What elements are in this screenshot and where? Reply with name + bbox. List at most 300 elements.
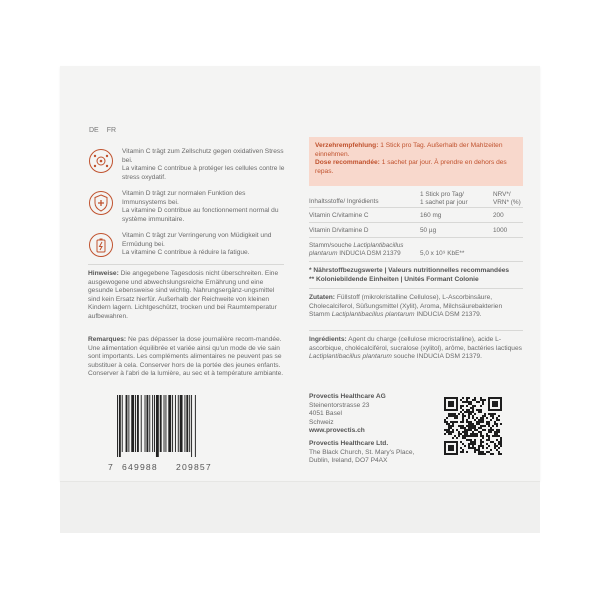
qr-module	[466, 411, 468, 413]
qr-module	[500, 439, 502, 441]
hinweise-label: Hinweise:	[88, 270, 119, 277]
barcode-bar	[117, 395, 118, 457]
qr-module	[500, 443, 502, 445]
qr-module	[492, 425, 494, 427]
qr-module	[462, 425, 464, 427]
qr-module	[468, 409, 470, 411]
qr-module	[456, 415, 458, 417]
qr-module	[462, 417, 464, 419]
qr-module	[494, 447, 496, 449]
qr-module	[494, 431, 496, 433]
qr-module	[498, 431, 500, 433]
qr-module	[474, 449, 476, 451]
qr-module	[466, 419, 468, 421]
qr-module	[454, 417, 456, 419]
qr-module	[480, 445, 482, 447]
strain-italic: Lactiplantibacillus plantarum	[309, 242, 404, 258]
qr-module	[464, 415, 466, 417]
qr-module	[482, 453, 484, 455]
qr-module	[480, 431, 482, 433]
qr-module	[456, 417, 458, 419]
qr-module	[482, 437, 484, 439]
qr-module	[472, 411, 474, 413]
qr-module	[482, 429, 484, 431]
qr-module	[458, 431, 460, 433]
qr-module	[462, 401, 464, 403]
qr-module	[452, 415, 454, 417]
table-row-amount: 50 µg	[420, 227, 437, 234]
claim-text: Vitamin D trägt zur normalen Funktion des Immunsystems bei. La vitamine D contribue au fonctionnement normal du système immunitaire.	[122, 190, 279, 223]
qr-module	[460, 411, 462, 413]
qr-module	[452, 429, 454, 431]
table-row-amount: 160 mg	[420, 212, 442, 219]
barcode-digit-1: 7	[108, 462, 114, 472]
qr-module	[476, 417, 478, 419]
company-ie-line1: The Black Church, St. Mary's Place,	[309, 448, 415, 456]
qr-module	[488, 397, 490, 411]
table-row-strain-amount: 5,0 x 10⁹ KbE**	[420, 250, 465, 257]
table-head-nrv: NRV*/ VRN* (%)	[493, 191, 521, 206]
qr-module	[452, 437, 454, 439]
dose-box	[309, 137, 523, 186]
qr-module	[468, 425, 470, 427]
qr-module	[456, 437, 458, 439]
qr-module	[488, 431, 490, 433]
company-ch-street: Steinentorstrasse 23	[309, 401, 370, 409]
zutaten-italic: Lactiplantibacillus plantarum	[331, 311, 415, 319]
qr-module	[482, 401, 484, 403]
claim-text: Vitamin C trägt zum Zellschutz gegen oxidativen Stress bei. La vitamine C contribue à protéger les cellules contre le stress oxydatif.	[122, 148, 285, 181]
qr-module	[486, 423, 488, 425]
qr-module	[500, 453, 502, 455]
qr-module	[500, 423, 502, 425]
qr-module	[470, 407, 472, 409]
ingredients-text: Agent du charge (cellulose microcristalline), acide L-ascorbique, cholécalciférol, sucralose (xylitol), arôme, bactéries lactiques	[309, 336, 522, 352]
qr-module	[458, 425, 460, 427]
qr-module	[458, 433, 460, 435]
barcode-bar	[137, 395, 139, 452]
qr-module	[476, 435, 478, 437]
qr-module	[462, 397, 464, 399]
qr-module	[490, 441, 492, 443]
qr-module	[470, 411, 472, 413]
qr-module	[456, 421, 458, 423]
remarques-paragraph	[88, 336, 286, 379]
qr-module	[460, 425, 462, 427]
qr-module	[450, 425, 452, 427]
qr-module	[480, 421, 482, 423]
qr-module	[488, 423, 490, 425]
qr-module	[498, 451, 500, 453]
qr-module	[448, 425, 450, 427]
qr-module	[478, 423, 480, 425]
qr-module	[496, 449, 498, 451]
strain-prefix: Stamm/souche	[309, 242, 354, 249]
qr-module	[458, 413, 460, 415]
qr-module	[472, 405, 474, 407]
qr-module	[470, 435, 472, 437]
barcode-bar	[184, 395, 185, 452]
qr-module	[478, 447, 480, 449]
qr-module	[446, 431, 448, 433]
qr-module	[474, 447, 476, 449]
qr-module	[472, 399, 474, 401]
qr-module	[462, 435, 464, 437]
qr-module	[488, 409, 502, 411]
qr-module	[492, 441, 494, 443]
qr-module	[452, 425, 454, 427]
company-ch-country: Schweiz	[309, 418, 334, 426]
qr-module	[472, 415, 474, 417]
qr-module	[472, 433, 474, 435]
qr-module	[486, 417, 488, 419]
table-head-dose: 1 Stick pro Tag/ 1 sachet par jour	[420, 191, 468, 206]
qr-module	[444, 453, 458, 455]
qr-module	[462, 419, 464, 421]
qr-module	[468, 417, 470, 419]
qr-module	[480, 453, 482, 455]
qr-module	[462, 405, 464, 407]
qr-module	[446, 429, 448, 431]
qr-module	[480, 397, 482, 399]
qr-module	[488, 439, 490, 441]
qr-module	[464, 431, 466, 433]
qr-module	[476, 433, 478, 435]
qr-module	[488, 413, 490, 415]
qr-module	[482, 421, 484, 423]
qr-module	[496, 433, 498, 435]
qr-module	[478, 421, 480, 423]
table-line	[309, 222, 523, 223]
barcode-bar	[141, 395, 142, 452]
qr-module	[472, 447, 474, 449]
qr-module	[498, 441, 500, 443]
qr-module	[468, 411, 470, 413]
qr-module	[468, 445, 470, 447]
qr-module	[484, 413, 486, 415]
ingredients-tail: souche INDUCIA DSM 21379.	[391, 353, 482, 361]
qr-module	[446, 417, 448, 419]
table-head-ingredients: Inhaltsstoffe/ Ingrédients	[309, 198, 379, 205]
qr-module	[472, 417, 474, 419]
barcode-bar	[191, 395, 192, 457]
qr-module	[450, 413, 452, 415]
qr-module	[492, 401, 498, 407]
qr-module	[464, 437, 466, 439]
zutaten-tail: INDUCIA DSM 21379.	[414, 311, 482, 319]
qr-module	[476, 401, 478, 403]
qr-module	[466, 435, 468, 437]
qr-module	[460, 399, 462, 401]
qr-module	[488, 421, 490, 423]
qr-module	[478, 445, 480, 447]
package-flap	[60, 481, 540, 533]
qr-module	[474, 439, 476, 441]
shield-cells-icon	[88, 148, 114, 174]
qr-module	[472, 427, 474, 429]
qr-module	[468, 443, 470, 445]
qr-module	[460, 433, 462, 435]
claim-vitamin-c-cells	[88, 148, 283, 182]
qr-module	[452, 431, 454, 433]
qr-module	[482, 441, 484, 443]
qr-module	[494, 445, 496, 447]
qr-module	[468, 403, 470, 405]
qr-module	[486, 435, 488, 437]
qr-module	[494, 421, 496, 423]
zutaten-label: Zutaten:	[309, 294, 336, 301]
table-row-nrv: 200	[493, 212, 504, 219]
qr-module	[454, 415, 456, 417]
company-ie-name: Provectis Healthcare Ltd.	[309, 440, 389, 447]
qr-module	[460, 421, 462, 423]
company-ch-web: www.provectis.ch	[309, 427, 365, 435]
qr-module	[460, 407, 462, 409]
company-ch-name: Provectis Healthcare AG	[309, 393, 386, 400]
qr-module	[478, 401, 480, 403]
barcode-bar	[168, 395, 171, 452]
qr-module	[468, 439, 470, 441]
battery-icon	[88, 232, 114, 258]
qr-module	[480, 411, 482, 413]
qr-module	[480, 435, 482, 437]
qr-module	[490, 427, 492, 429]
qr-module	[460, 405, 462, 407]
qr-module	[456, 429, 458, 431]
qr-module	[494, 413, 496, 415]
qr-module	[488, 435, 490, 437]
qr-module	[444, 433, 446, 435]
claim-vitamin-d-immune	[88, 190, 283, 224]
qr-module	[490, 419, 492, 421]
qr-module	[482, 399, 484, 401]
qr-module	[466, 431, 468, 433]
qr-module	[490, 431, 492, 433]
qr-module	[454, 413, 456, 415]
divider	[88, 264, 284, 265]
qr-module	[448, 445, 454, 451]
qr-module	[470, 427, 472, 429]
qr-module	[464, 429, 466, 431]
qr-module	[462, 415, 464, 417]
qr-module	[472, 445, 474, 447]
qr-module	[466, 421, 468, 423]
barcode-bar	[135, 395, 136, 452]
qr-module	[464, 445, 466, 447]
barcode-bar	[160, 395, 162, 452]
qr-module	[462, 449, 464, 451]
qr-module	[480, 433, 482, 435]
qr-module	[480, 419, 482, 421]
qr-module	[468, 401, 470, 403]
qr-module	[480, 425, 482, 427]
divider	[309, 330, 523, 331]
qr-module	[470, 447, 472, 449]
barcode-bar	[164, 395, 165, 452]
qr-module	[488, 425, 490, 427]
qr-module	[498, 443, 500, 445]
qr-module	[468, 435, 470, 437]
qr-module	[470, 439, 472, 441]
ingredients-paragraph	[309, 336, 523, 362]
qr-module	[474, 443, 476, 445]
qr-module	[498, 447, 500, 449]
qr-module	[492, 417, 494, 419]
qr-module	[498, 453, 500, 455]
qr-module	[496, 423, 498, 425]
qr-module	[478, 411, 480, 413]
qr-module	[498, 435, 500, 437]
barcode-bar	[186, 395, 188, 452]
qr-module	[472, 409, 474, 411]
qr-module	[492, 413, 494, 415]
dose-de-text: 1 Stick pro Tag. Außerhalb der Mahlzeiten einnehmen.	[315, 142, 503, 158]
qr-module	[454, 435, 456, 437]
qr-module	[488, 429, 490, 431]
qr-module	[448, 433, 450, 435]
qr-module	[452, 413, 454, 415]
qr-module	[468, 415, 470, 417]
divider	[309, 288, 523, 289]
qr-module	[474, 441, 476, 443]
qr-module	[492, 453, 494, 455]
qr-module	[454, 421, 456, 423]
barcode-bar	[195, 395, 196, 457]
qr-module	[446, 421, 448, 423]
qr-module	[444, 421, 446, 423]
lang-fr: FR	[106, 127, 117, 134]
barcode-bar	[154, 395, 155, 452]
table-row-name: Vitamin D/vitamine D	[309, 227, 369, 234]
zutaten-text: Füllstoff (mikrokristalline Cellulose), L-Ascorbinsäure, Cholecalciferol, Süßungsmittel (Xylit), Aroma, Milchsäurebakterien Stamm	[309, 294, 503, 319]
qr-module	[496, 419, 498, 421]
table-row-strain	[309, 242, 417, 259]
barcode-bar	[180, 395, 183, 452]
qr-module	[460, 441, 462, 443]
qr-module	[464, 433, 466, 435]
qr-module	[468, 429, 470, 431]
qr-module	[472, 407, 474, 409]
ingredients-label: Ingrédients:	[309, 336, 347, 343]
qr-module	[496, 439, 498, 441]
barcode-bar	[165, 395, 166, 452]
barcode-bar	[152, 395, 153, 452]
qr-module	[444, 397, 446, 411]
qr-module	[466, 399, 468, 401]
qr-module	[490, 449, 492, 451]
table-line	[309, 261, 523, 262]
qr-module	[468, 397, 470, 399]
qr-module	[460, 451, 462, 453]
hinweise-paragraph	[88, 270, 286, 322]
qr-module	[498, 415, 500, 417]
qr-module	[482, 403, 484, 405]
barcode-bar	[175, 395, 176, 452]
qr-module	[474, 425, 476, 427]
hinweise-text: Die angegebene Tagesdosis nicht überschreiten. Eine ausgewogene und abwechslungsreiche Ernährung und eine gesunde Lebensweise sind wichtig. Nahrungsergänz-ungsmittel sind kein Ersatz hierfür. Außerhalb der Reichweite von kleinen Kindern lagern. Lichtgeschützt, trocken und bei Raumtemperatur aufbewahren.	[88, 270, 279, 320]
qr-module	[446, 423, 448, 425]
qr-module	[470, 433, 472, 435]
qr-module	[480, 427, 482, 429]
barcode-bar	[126, 395, 128, 452]
qr-module	[480, 451, 482, 453]
qr-module	[474, 413, 476, 415]
qr-module	[490, 413, 492, 415]
qr-module	[450, 415, 452, 417]
qr-module	[480, 409, 482, 411]
qr-module	[476, 409, 478, 411]
flap-fold-line	[60, 481, 540, 482]
qr-module	[486, 451, 488, 453]
qr-module	[448, 431, 450, 433]
qr-module	[474, 427, 476, 429]
qr-module	[470, 421, 472, 423]
lang-de: DE	[89, 127, 99, 134]
qr-module	[448, 413, 450, 415]
qr-module	[476, 423, 478, 425]
barcode-bar	[156, 395, 159, 457]
qr-module	[466, 439, 468, 441]
barcode-bar	[119, 395, 121, 457]
qr-module	[452, 423, 454, 425]
barcode-bar	[128, 395, 129, 452]
qr-module	[476, 429, 478, 431]
qr-module	[448, 415, 450, 417]
qr-module	[478, 409, 480, 411]
dose-de-label: Verzehrempfehlung:	[315, 142, 379, 149]
qr-module	[452, 421, 454, 423]
qr-module	[496, 445, 498, 447]
qr-module	[462, 421, 464, 423]
qr-module	[480, 399, 482, 401]
qr-module	[476, 421, 478, 423]
qr-module	[494, 443, 496, 445]
qr-module	[466, 429, 468, 431]
barcode-bar	[145, 395, 146, 452]
qr-module	[462, 413, 464, 415]
company-ie-address	[309, 440, 439, 466]
table-row-name: Vitamin C/vitamine C	[309, 212, 369, 219]
qr-module	[466, 397, 468, 399]
shield-plus-icon	[88, 190, 114, 216]
ingredients-italic: Lactiplantibacillus plantarum	[309, 353, 392, 361]
qr-module	[444, 441, 458, 443]
qr-module	[456, 397, 458, 411]
qr-module	[480, 441, 482, 443]
qr-module	[498, 429, 500, 431]
qr-module	[468, 413, 470, 415]
qr-module	[472, 425, 474, 427]
qr-module	[470, 443, 472, 445]
qr-module	[490, 429, 492, 431]
qr-module	[474, 397, 476, 399]
qr-module	[444, 429, 446, 431]
qr-module	[494, 433, 496, 435]
qr-module	[462, 443, 464, 445]
qr-module	[474, 433, 476, 435]
barcode-digits-left: 649988	[122, 462, 158, 472]
qr-module	[478, 451, 480, 453]
barcode	[115, 395, 233, 457]
qr-module	[488, 451, 490, 453]
qr-module	[464, 401, 466, 403]
qr-module	[464, 411, 466, 413]
qr-module	[492, 429, 494, 431]
qr-module	[456, 441, 458, 455]
company-ch-city: 4051 Basel	[309, 410, 342, 418]
qr-module	[462, 451, 464, 453]
qr-module	[486, 421, 488, 423]
